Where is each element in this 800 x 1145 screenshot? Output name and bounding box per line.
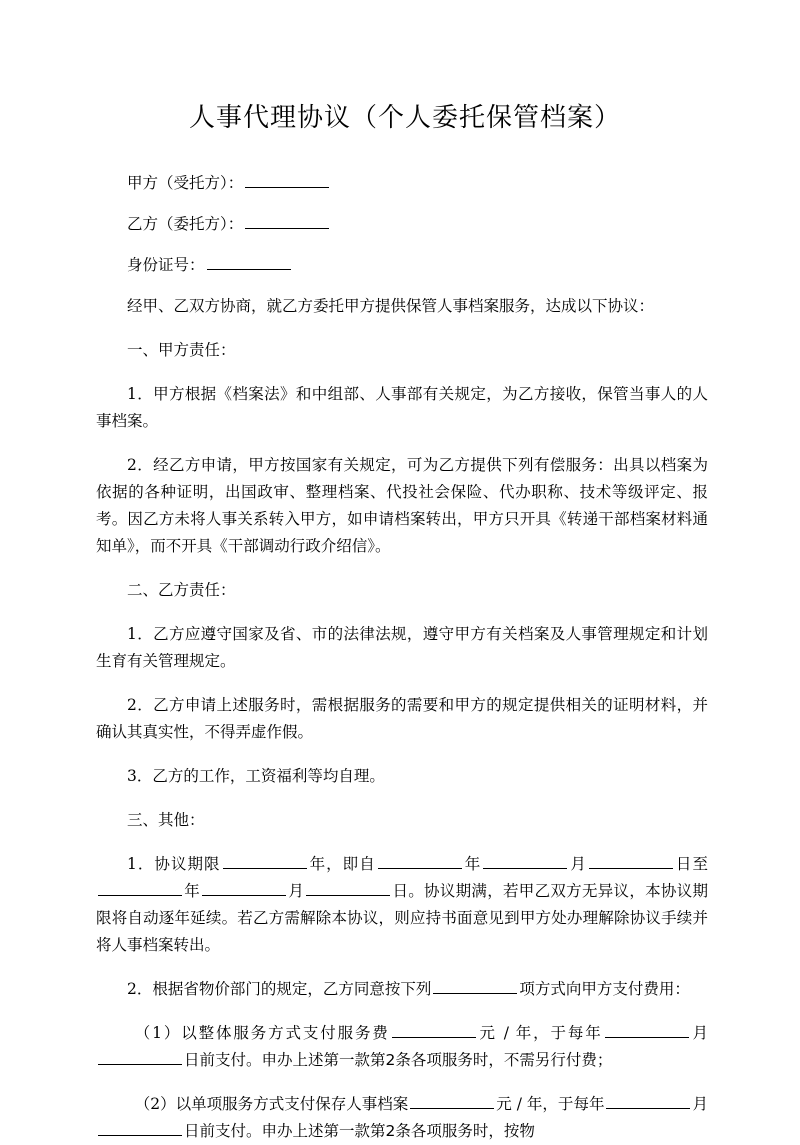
fee-text-1: 2．根据省物价部门的规定，乙方同意按下列	[127, 980, 432, 998]
document-body	[96, 170, 708, 1145]
term-text-1: 1．协议期限	[127, 855, 221, 873]
start-month-blank[interactable]	[483, 853, 567, 869]
opt1-text-e: 条各项服务时，不需另行付费；	[395, 1051, 613, 1069]
term-text-2: 年，即自	[308, 855, 376, 873]
opt1-text-a: （1）以整体服务方式支付服务费	[134, 1024, 390, 1042]
opt1-clause-number: 2	[385, 1051, 396, 1069]
id-number-label: 身份证号：	[127, 256, 205, 274]
term-text-6: 年	[184, 882, 201, 900]
opt1-text-b: 元 / 年，于每年	[477, 1024, 603, 1042]
party-b-label: 乙方（委托方）：	[127, 215, 244, 233]
fee-paragraph	[96, 976, 708, 1003]
party-b-line	[96, 211, 708, 238]
term-text-5: 日至	[674, 855, 708, 873]
opt2-text-e: 条各项服务时，按物	[395, 1122, 535, 1140]
party-b-blank[interactable]	[245, 213, 329, 229]
fee-text-2: 项方式向甲方支付费用：	[519, 980, 690, 998]
section2-item2: 2．乙方申请上述服务时，需根据服务的需要和甲方的规定提供相关的证明材料，并确认其真实性，不得弄虚作假。	[96, 696, 708, 741]
party-a-label: 甲方（受托方）：	[127, 174, 244, 192]
start-day-blank[interactable]	[589, 853, 673, 869]
term-years-blank[interactable]	[223, 853, 307, 869]
opt2-text-d: 日前支付。申办上述第一款第	[184, 1122, 386, 1140]
opt2-month-blank[interactable]	[606, 1093, 690, 1109]
opt1-amount-blank[interactable]	[392, 1022, 476, 1038]
term-text-7: 月	[288, 882, 305, 900]
intro-paragraph: 经甲、乙双方协商，就乙方委托甲方提供保管人事档案服务，达成以下协议：	[127, 297, 655, 315]
section2-item3: 3．乙方的工作，工资福利等均自理。	[127, 767, 385, 785]
opt2-clause-number: 2	[385, 1122, 396, 1140]
section1-heading: 一、甲方责任：	[127, 341, 236, 359]
section1-item2: 2．经乙方申请，甲方按国家有关规定，可为乙方提供下列有偿服务：出具以档案为依据的各种证明，出国政审、整理档案、代投社会保险、代办职称、技术等级评定、报考。因乙方未将人事关系转入甲方，如申请档案转出，甲方只开具《转递干部档案材料通知单》，而不开具《干部调动行政介绍信》。	[96, 456, 708, 555]
opt1-month-blank[interactable]	[605, 1022, 689, 1038]
opt2-text-b: 元 / 年，于每年	[496, 1095, 605, 1113]
id-number-line	[96, 252, 708, 279]
opt1-text-d: 日前支付。申办上述第一款第	[184, 1051, 386, 1069]
section1-item1: 1．甲方根据《档案法》和中组部、人事部有关规定，为乙方接收，保管当事人的人事档案。	[96, 385, 708, 430]
fee-option-1	[96, 1020, 708, 1074]
section2-item1: 1．乙方应遵守国家及省、市的法律法规，遵守甲方有关档案及人事管理规定和计划生育有关管理规定。	[96, 625, 708, 670]
opt2-text-a: （2）以单项服务方式支付保存人事档案	[134, 1095, 409, 1113]
document-title: 人事代理协议（个人委托保管档案）	[188, 103, 621, 133]
id-number-blank[interactable]	[207, 254, 291, 270]
term-paragraph	[96, 851, 708, 959]
opt1-text-c: 月	[690, 1024, 708, 1042]
end-day-blank[interactable]	[306, 880, 390, 896]
party-a-line	[96, 170, 708, 197]
term-text-4: 月	[569, 855, 587, 873]
section2-heading: 二、乙方责任：	[127, 581, 236, 599]
opt2-text-c: 月	[692, 1095, 708, 1113]
fee-option-2	[96, 1091, 708, 1145]
section3-heading: 三、其他：	[127, 811, 205, 829]
opt1-day-blank[interactable]	[98, 1049, 182, 1065]
end-month-blank[interactable]	[202, 880, 286, 896]
start-year-blank[interactable]	[378, 853, 462, 869]
term-text-8: 日。协议期满，若甲乙双方无异议，本协议期限将自动逐年延续。若乙方需解除本协议，则应持书面意见到甲方处办理解除协议手续并将人事档案转出。	[96, 882, 708, 954]
opt2-day-blank[interactable]	[98, 1120, 182, 1136]
party-a-blank[interactable]	[245, 172, 329, 188]
end-year-blank[interactable]	[98, 880, 182, 896]
opt2-amount-blank[interactable]	[410, 1093, 494, 1109]
term-text-3: 年	[463, 855, 482, 873]
fee-option-blank[interactable]	[433, 978, 517, 994]
